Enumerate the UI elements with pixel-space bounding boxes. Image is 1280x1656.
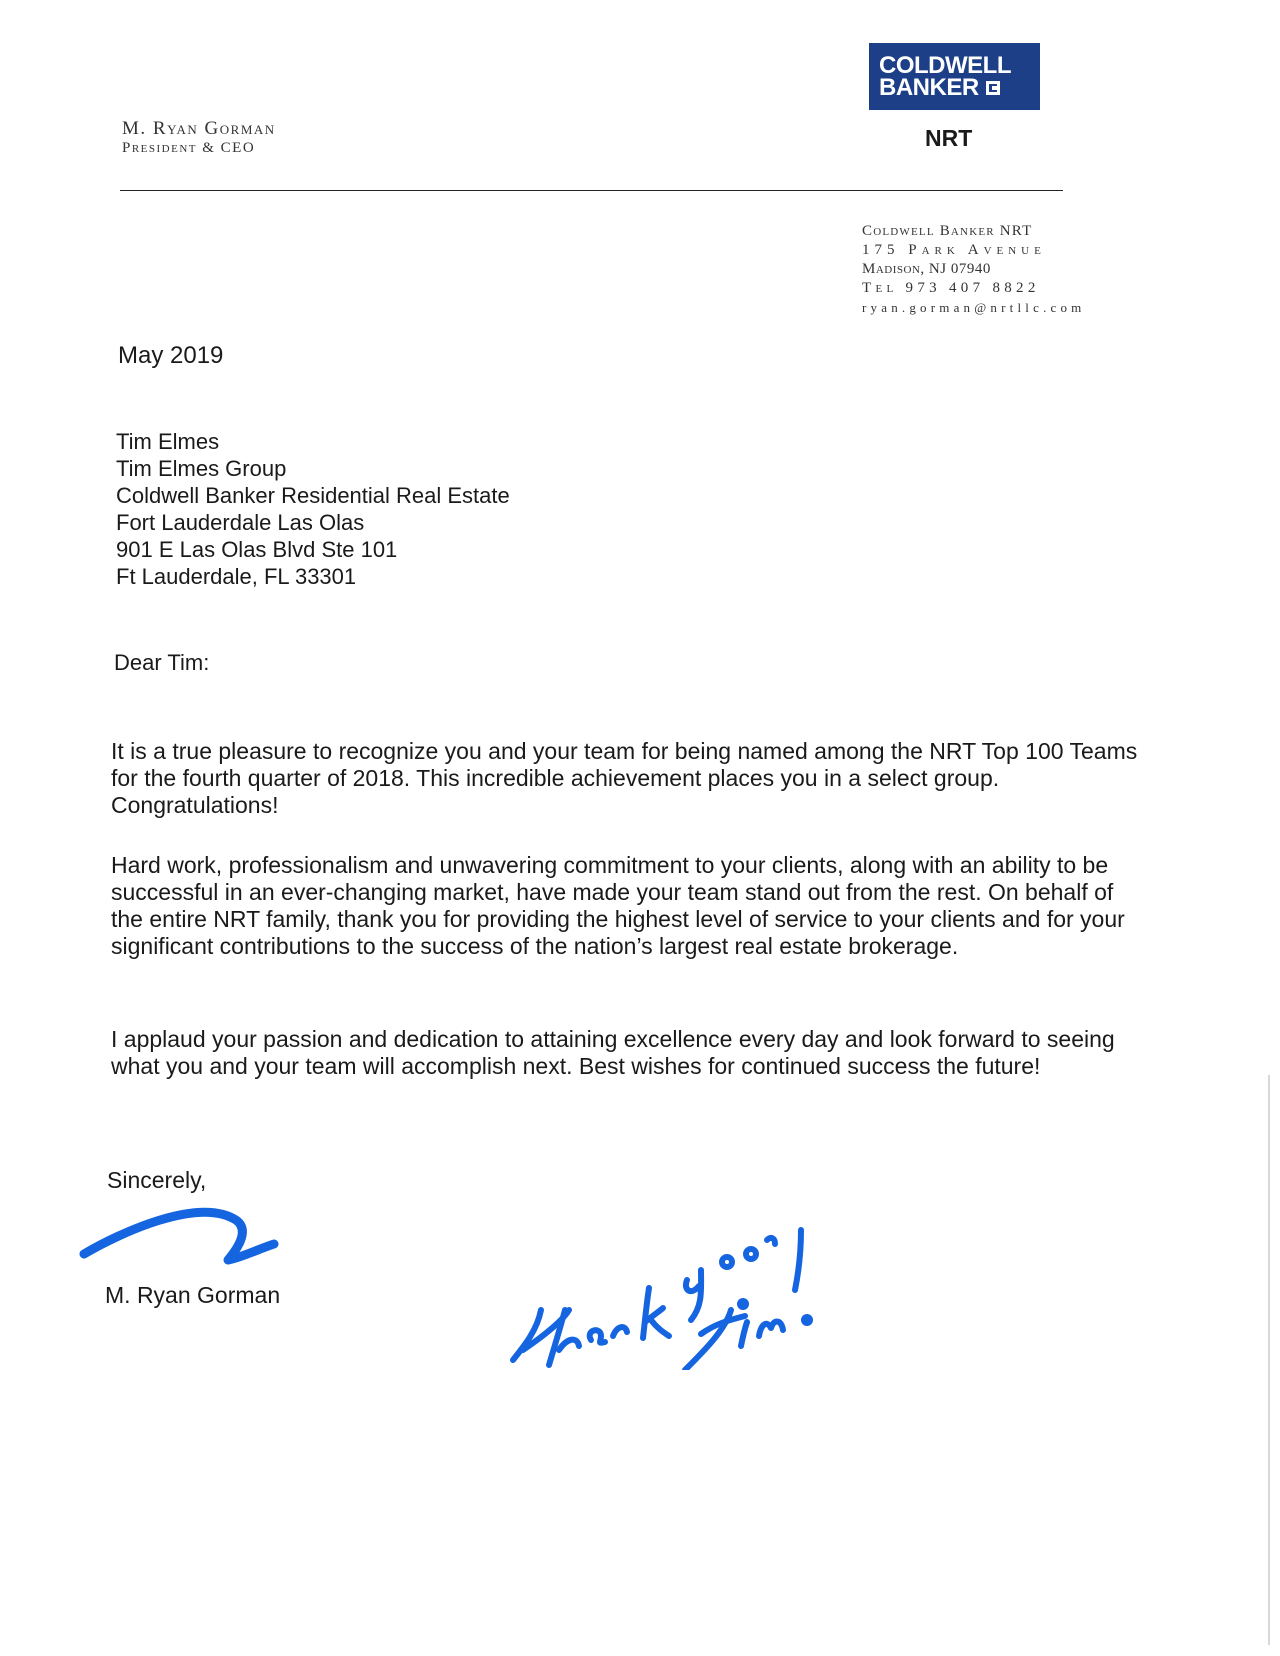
sender-title: President & CEO [122, 140, 256, 156]
division-label: NRT [925, 125, 973, 151]
address-phone: Tel 973 407 8822 [862, 280, 1040, 296]
handwritten-note [505, 1160, 865, 1370]
coldwell-banker-logo [869, 43, 1040, 110]
cb-square-logo-icon [985, 80, 1001, 96]
address-city: Madison, NJ 07940 [862, 261, 991, 277]
address-street: 175 Park Avenue [862, 242, 1046, 258]
address-email[interactable]: ryan.gorman@nrtllc.com [862, 300, 1086, 315]
logo-line-1: COLDWELL [879, 51, 1011, 79]
body-paragraph-3: I applaud your passion and dedication to attaining excellence every day and look forward to seeing what you and your team will accomplish next. Best wishes for continued success the future! [111, 1026, 1115, 1079]
signature [78, 1190, 288, 1280]
letter-date: May 2019 [118, 342, 224, 369]
recipient-group: Tim Elmes Group [116, 456, 287, 481]
salutation: Dear Tim: [114, 650, 210, 675]
recipient-name: Tim Elmes [116, 429, 220, 454]
logo-line-2 [879, 73, 1040, 101]
logo-line-2-text: BANKER [879, 73, 979, 101]
recipient-address [116, 428, 510, 590]
sender-name: M. Ryan Gorman [122, 118, 276, 139]
header-divider [120, 190, 1063, 191]
recipient-street: 901 E Las Olas Blvd Ste 101 [116, 537, 398, 562]
body-paragraph-1: It is a true pleasure to recognize you and your team for being named among the NRT Top 100 Teams for the fourth quarter of 2018. This incredible achievement places you in a select group. Congratulations! [111, 738, 1138, 818]
recipient-company: Coldwell Banker Residential Real Estate [116, 483, 510, 508]
body-paragraph-2: Hard work, professionalism and unwavering commitment to your clients, along with an ability to be successful in an ever-changing market, have made your team stand out from the rest. On behalf of the entire NRT family, thank you for providing the highest level of service to your clients and for your significant contributions to the success of the nation’s largest real estate brokerage. [111, 852, 1125, 959]
scan-edge-shadow [1268, 1075, 1270, 1645]
signer-name: M. Ryan Gorman [105, 1282, 281, 1308]
closing: Sincerely, [107, 1167, 207, 1193]
sender-address-block [862, 222, 1086, 317]
recipient-city: Ft Lauderdale, FL 33301 [116, 564, 357, 589]
recipient-office: Fort Lauderdale Las Olas [116, 510, 365, 535]
address-company: Coldwell Banker NRT [862, 223, 1033, 239]
